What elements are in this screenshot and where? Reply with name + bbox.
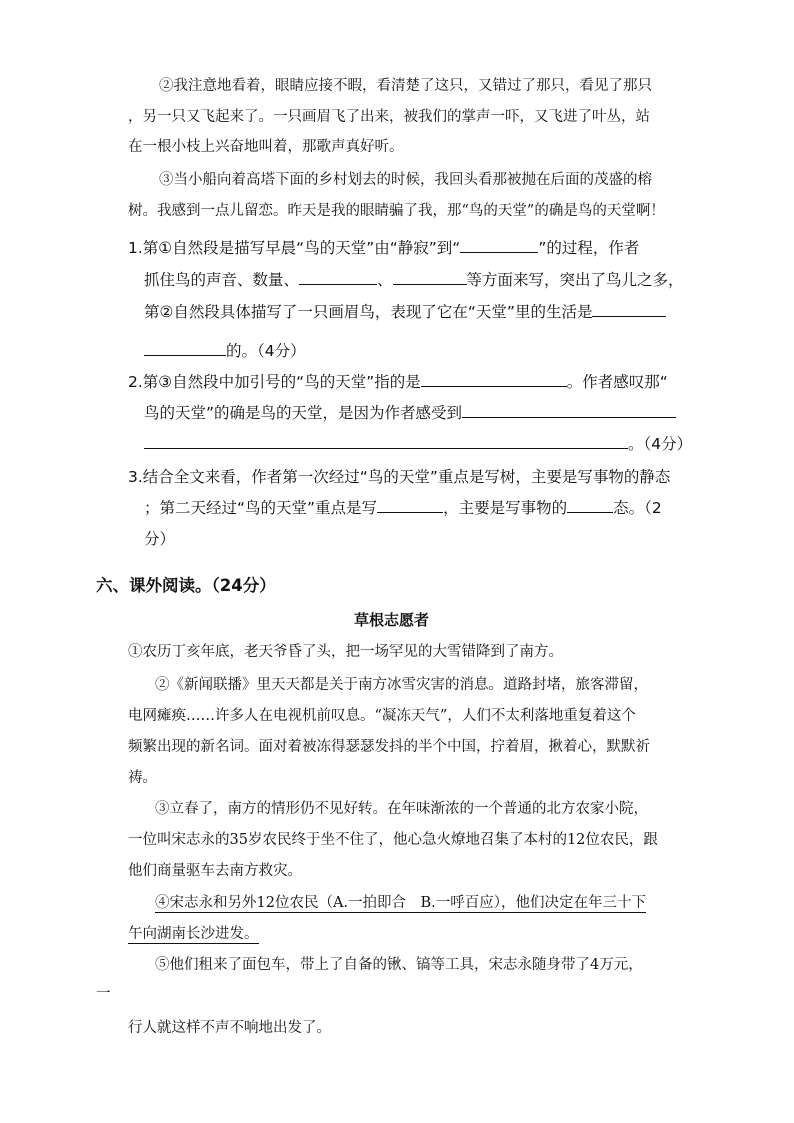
question-1-line4: [144, 339, 306, 361]
question-2-text-b: 。作者感叹那“: [566, 373, 668, 391]
article-p5-line1: ⑤他们租来了面包车，带上了自备的锹、镐等工具，宋志永随身带了4万元，: [155, 957, 643, 973]
passage-p2-line2: ，另一只又飞起来了。一只画眉飞了出来，被我们的掌声一吓，又飞进了叶丛，站: [128, 109, 650, 125]
question-3-text-c: 态。（2: [613, 499, 662, 517]
question-1-text-g: 的。（4分）: [226, 342, 306, 360]
article-title: 草根志愿者: [354, 611, 430, 629]
answer-blank-8[interactable]: [144, 433, 628, 449]
passage-p3-line1: ③当小船向着高塔下面的乡村划去的时候，我回头看那被抛在后面的茂盛的榕: [159, 172, 652, 188]
article-p4-underlined-1: ④宋志永和另外12位农民（A.一拍即合 B.一呼百应），他们决定在年三十下: [155, 895, 647, 911]
article-p3-line3: 他们商量驱车去南方救灾。: [128, 863, 302, 879]
passage-p3-line2: 树。我感到一点儿留恋。昨天是我的眼睛骗了我，那“鸟的天堂”的确是鸟的天堂啊！: [128, 203, 665, 219]
question-2-text-c: 鸟的天堂”的确是鸟的天堂，是因为作者感受到: [144, 404, 463, 422]
article-p2-line2: 电网瘫痪……许多人在电视机前叹息。“凝冻天气”，人们不太利落地重复着这个: [128, 708, 636, 724]
question-2-line2: [144, 401, 676, 423]
section-heading: 六、课外阅读。（24分）: [96, 576, 276, 595]
question-1-text-c: 抓住鸟的声音、数量、: [144, 271, 300, 289]
question-1-line3: [144, 300, 666, 322]
answer-blank-2[interactable]: [299, 269, 377, 285]
answer-blank-4[interactable]: [592, 301, 666, 317]
article-p3-line2: 一位叫宋志永的35岁农民终于坐不住了，他心急火燎地召集了本村的12位农民，跟: [128, 832, 658, 848]
question-3-line2: [144, 496, 662, 518]
answer-blank-9[interactable]: [377, 497, 443, 513]
article-p4-line1: [155, 891, 646, 912]
question-2-line3: [144, 432, 692, 454]
passage-p2-line1: ②我注意地看着，眼睛应接不暇，看清楚了这只，又错过了那只，看见了那只: [159, 78, 652, 94]
question-3-line3: 分）: [144, 530, 176, 548]
question-1-text-e: 等方面来写，突出了鸟儿之多，: [466, 271, 684, 289]
article-p2-line4: 祷。: [128, 770, 157, 786]
article-p2-line1: ②《新闻联播》里天天都是关于南方冰雪灾害的消息。道路封堵，旅客滞留，: [155, 677, 648, 693]
answer-blank-5[interactable]: [144, 340, 226, 356]
question-2-text-d: 。（4分）: [628, 435, 693, 453]
question-1-text-b: ”的过程，作者: [538, 239, 640, 257]
question-2-text-a: 2.第③自然段中加引号的“鸟的天堂”指的是: [128, 373, 421, 391]
question-2-line1: [128, 370, 668, 392]
article-p3-line1: ③立春了，南方的情形仍不见好转。在年味渐浓的一个普通的北方农家小院，: [155, 801, 648, 817]
question-3-text-a: ；第二天经过“鸟的天堂”重点是写: [144, 499, 378, 517]
answer-blank-3[interactable]: [393, 269, 467, 285]
article-p4-underlined-2: 午向湖南长沙进发。: [128, 926, 259, 942]
article-p5-line2: 一: [96, 986, 111, 1002]
article-p1: ①农历丁亥年底，老天爷昏了头，把一场罕见的大雪错降到了南方。: [128, 644, 563, 660]
article-p4-line2: [128, 922, 259, 943]
answer-blank-10[interactable]: [567, 497, 613, 513]
question-1-line1: [128, 236, 639, 258]
question-1-text-d: 、: [377, 271, 393, 289]
question-3-text-b: ，主要是写事物的: [443, 499, 568, 517]
answer-blank-1[interactable]: [460, 237, 538, 253]
question-3-line1: 3.结合全文来看，作者第一次经过“鸟的天堂”重点是写树，主要是写事物的静态: [128, 468, 671, 486]
answer-blank-7[interactable]: [462, 402, 676, 418]
question-1-line2: [144, 268, 684, 290]
article-p5-line3: 行人就这样不声不响地出发了。: [128, 1020, 331, 1036]
question-1-text-a: 1.第①自然段是描写早晨“鸟的天堂”由“静寂”到“: [128, 239, 461, 257]
passage-p2-line3: 在一根小枝上兴奋地叫着，那歌声真好听。: [128, 139, 404, 155]
article-p2-line3: 频繁出现的新名词。面对着被冻得瑟瑟发抖的半个中国，拧着眉，揪着心，默默祈: [128, 739, 650, 755]
answer-blank-6[interactable]: [421, 371, 567, 387]
question-1-text-f: 第②自然段具体描写了一只画眉鸟，表现了它在“天堂”里的生活是: [144, 303, 593, 321]
